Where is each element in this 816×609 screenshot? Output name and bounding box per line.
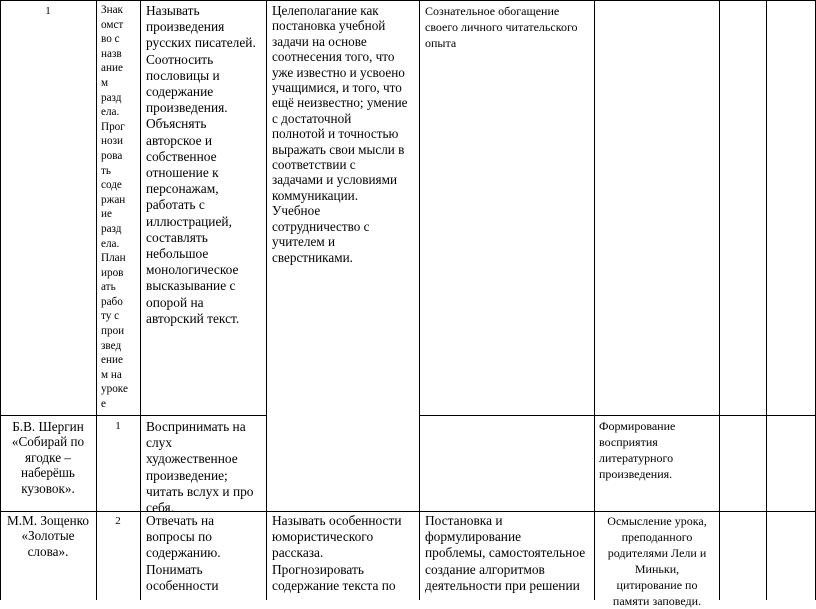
grid-line — [0, 415, 266, 416]
row3-hours: 2 — [115, 515, 121, 527]
row3-personal-results: Постановка и формулирование проблемы, самостоятельное создание алгоритмов деятельности при решении — [425, 513, 586, 593]
grid-line — [419, 415, 816, 416]
grid-line — [96, 0, 97, 600]
row2-lesson-topic: Б.В. Шергин «Собирай по ягодке – наберёшь кузовок». — [11, 419, 85, 496]
row1-number: 1 — [45, 5, 51, 17]
grid-line — [266, 0, 267, 600]
row3-metasubject-results: Называть особенности юмористического рассказа. Прогнозировать содержание текста по — [272, 513, 402, 593]
grid-line — [419, 0, 420, 600]
grid-line — [140, 0, 141, 600]
grid-line — [0, 511, 816, 512]
row2-hours: 1 — [115, 420, 121, 432]
row3-lesson-topic: М.М. Зощенко «Золотые слова». — [7, 513, 89, 559]
row1-subject-results: Называть произведения русских писателей. Соотносить пословицы и содержание произведения. Объяснять авторское и собственное отношение к персонажам, работать с иллюстрацией, составлять небольшое монологическое высказывание с опорой на авторский текст. — [146, 3, 256, 326]
row1-personal-results: Сознательное обогащение своего личного читательского опыта — [425, 4, 578, 50]
row3-outcome: Осмысление урока, преподанного родителями Лели и Миньки, цитирование по памяти заповеди. — [607, 514, 707, 608]
grid-line — [766, 0, 767, 600]
grid-line — [719, 0, 720, 600]
grid-line — [594, 0, 595, 600]
grid-line — [0, 0, 1, 600]
row2-subject-results: Воспринимать на слух художественное произведение; читать вслух и про себя. — [146, 419, 254, 516]
row1-metasubject-results: Целеполагание как постановка учебной задачи на основе соотнесения того, что уже известно и усвоено учащимися, и того, что ещё неизвестно; умение с достаточной полнотой и точностью выражать свои мысли в соответствии с задачами и условиями коммуникации. Учебное сотрудничество с учителем и сверстниками. — [272, 3, 408, 265]
row2-outcome: Формирование восприятия литературного произведения. — [599, 419, 676, 481]
row1-section-activity: Знак омст во с назв ание м разд ела. Прог нози рова ть соде ржан ие разд ела. План иров ать рабо ту с прои звед ение м на уроке е — [101, 4, 128, 411]
row3-subject-results: Отвечать на вопросы по содержанию. Понимать особенности — [146, 513, 221, 593]
grid-line — [0, 0, 816, 1]
